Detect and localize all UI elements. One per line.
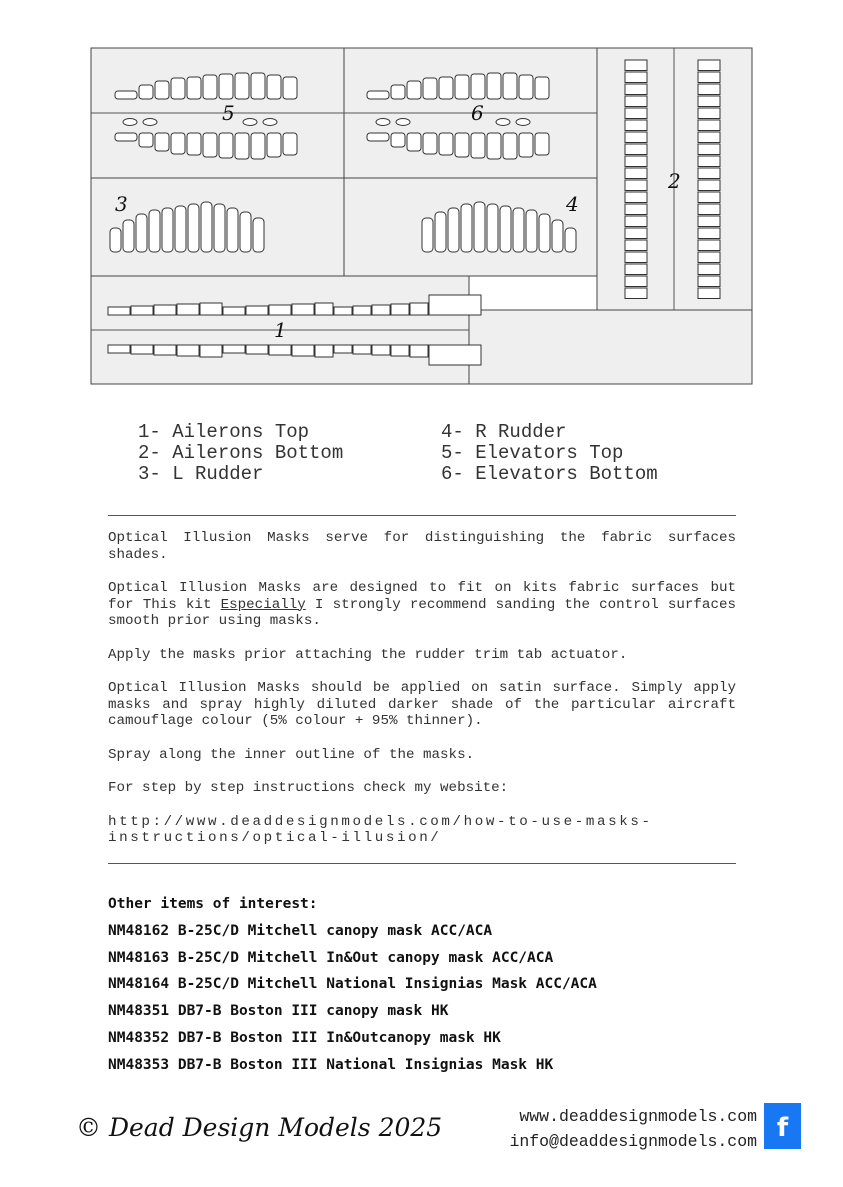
mask-outline-shape — [136, 214, 147, 252]
mask-outline-shape — [175, 206, 186, 252]
mask-outline-shape — [115, 91, 137, 99]
mask-outline-shape — [698, 180, 720, 191]
mask-outline-shape — [487, 73, 501, 99]
mask-panel-empty — [469, 310, 752, 384]
mask-outline-shape — [131, 345, 153, 354]
mask-outline-shape — [429, 345, 481, 365]
mask-outline-shape — [698, 240, 720, 251]
legend-item: 3- L Rudder — [138, 463, 264, 485]
mask-outline-shape — [471, 133, 485, 158]
mask-outline-shape — [516, 119, 530, 126]
mask-outline-shape — [698, 192, 720, 203]
mask-outline-shape — [625, 84, 647, 95]
mask-outline-shape — [471, 74, 485, 99]
mask-outline-shape — [292, 345, 314, 356]
legend-item: 6- Elevators Bottom — [441, 463, 658, 485]
mask-outline-shape — [334, 345, 352, 353]
mask-outline-shape — [243, 119, 257, 126]
mask-outline-shape — [372, 345, 390, 355]
mask-outline-shape — [123, 220, 134, 252]
mask-outline-shape — [334, 307, 352, 315]
legend-column-right — [441, 422, 658, 485]
mask-outline-shape — [625, 72, 647, 83]
mask-outline-shape — [698, 72, 720, 83]
product-item: NM48353 DB7-B Boston III National Insignias Mask HK — [108, 1056, 554, 1073]
mask-outline-shape — [455, 75, 469, 99]
mask-outline-shape — [115, 133, 137, 141]
mask-outline-shape — [698, 96, 720, 107]
mask-outline-shape — [698, 204, 720, 215]
website-url[interactable]: www.deaddesignmodels.com — [519, 1107, 757, 1126]
mask-outline-shape — [698, 252, 720, 263]
legend-column-left — [138, 422, 343, 485]
mask-outline-shape — [625, 168, 647, 179]
mask-outline-shape — [131, 306, 153, 315]
mask-outline-shape — [246, 345, 268, 354]
instruction-paragraph: Optical Illusion Masks should be applied on satin surface. Simply apply masks and spray highly diluted darker shade of the particular aircraft camouflage colour (5% colour + 95% thinner). — [108, 680, 736, 729]
mask-outline-shape — [203, 133, 217, 157]
mask-outline-shape — [149, 210, 160, 252]
mask-outline-shape — [422, 218, 433, 252]
mask-outline-shape — [625, 132, 647, 143]
mask-outline-shape — [162, 208, 173, 252]
mask-outline-shape — [391, 345, 409, 356]
mask-outline-shape — [203, 75, 217, 99]
website-link[interactable]: http://www.deaddesignmodels.com/how-to-use-masks-instructions/optical-illusion/ — [108, 813, 653, 846]
mask-outline-shape — [423, 133, 437, 154]
mask-outline-shape — [240, 212, 251, 252]
mask-outline-shape — [526, 210, 537, 252]
mask-outline-shape — [513, 208, 524, 252]
mask-outline-shape — [267, 133, 281, 157]
mask-outline-shape — [235, 73, 249, 99]
instruction-paragraph: Optical Illusion Masks are designed to fit on kits fabric surfaces but for This kit Especially I strongly recommend sanding the control surfaces smooth prior using masks. — [108, 580, 736, 629]
mask-outline-shape — [143, 119, 157, 126]
mask-outline-shape — [269, 305, 291, 315]
mask-outline-shape — [455, 133, 469, 157]
mask-outline-shape — [108, 345, 130, 353]
mask-outline-shape — [698, 144, 720, 155]
mask-outline-shape — [435, 212, 446, 252]
diagram-label-6: 6 — [471, 101, 484, 125]
instruction-paragraph: For step by step instructions check my website: — [108, 780, 509, 796]
diagram-label-1: 1 — [274, 318, 287, 342]
mask-outline-shape — [496, 119, 510, 126]
mask-outline-shape — [625, 96, 647, 107]
mask-outline-shape — [625, 264, 647, 275]
mask-outline-shape — [429, 295, 481, 315]
mask-outline-shape — [223, 345, 245, 353]
mask-outline-shape — [200, 303, 222, 315]
mask-outline-shape — [407, 133, 421, 151]
legend-item: 1- Ailerons Top — [138, 421, 310, 443]
product-item: NM48163 B-25C/D Mitchell In&Out canopy mask ACC/ACA — [108, 949, 554, 966]
mask-outline-shape — [698, 84, 720, 95]
mask-outline-shape — [535, 77, 549, 99]
email-address[interactable]: info@deaddesignmodels.com — [509, 1132, 757, 1151]
mask-outline-shape — [235, 133, 249, 159]
mask-outline-shape — [503, 73, 517, 99]
mask-outline-shape — [214, 204, 225, 252]
mask-outline-shape — [423, 78, 437, 99]
mask-outline-shape — [461, 204, 472, 252]
other-items-heading: Other items of interest: — [108, 896, 318, 912]
mask-outline-shape — [487, 133, 501, 159]
mask-outline-shape — [625, 228, 647, 239]
mask-outline-shape — [439, 77, 453, 99]
legend-item: 2- Ailerons Bottom — [138, 442, 344, 464]
mask-outline-shape — [448, 208, 459, 252]
mask-outline-shape — [698, 228, 720, 239]
mask-outline-shape — [353, 306, 371, 315]
mask-outline-shape — [246, 306, 268, 315]
mask-outline-shape — [625, 288, 647, 299]
mask-outline-shape — [171, 78, 185, 99]
mask-outline-shape — [110, 228, 121, 252]
mask-outline-shape — [353, 345, 371, 354]
mask-outline-shape — [500, 206, 511, 252]
mask-outline-shape — [267, 75, 281, 99]
mask-outline-shape — [474, 202, 485, 252]
mask-outline-shape — [283, 77, 297, 99]
facebook-icon[interactable]: f — [764, 1103, 801, 1149]
mask-outline-shape — [698, 276, 720, 287]
diagram-label-2: 2 — [668, 169, 681, 193]
mask-outline-shape — [269, 345, 291, 355]
product-item: NM48352 DB7-B Boston III In&Outcanopy mask HK — [108, 1029, 501, 1046]
emphasis-text: Especially — [220, 596, 306, 613]
instruction-paragraph: Apply the masks prior attaching the rudder trim tab actuator. — [108, 646, 628, 663]
mask-outline-shape — [372, 305, 390, 315]
mask-outline-shape — [698, 60, 720, 71]
legend-item: 4- R Rudder — [441, 421, 567, 443]
mask-outline-shape — [625, 252, 647, 263]
mask-outline-shape — [223, 307, 245, 315]
mask-outline-shape — [315, 345, 333, 357]
mask-outline-shape — [201, 202, 212, 252]
mask-outline-shape — [539, 214, 550, 252]
divider-top — [108, 515, 736, 516]
mask-outline-shape — [283, 133, 297, 155]
diagram-label-5: 5 — [222, 101, 235, 125]
mask-outline-shape — [407, 81, 421, 99]
mask-outline-shape — [292, 304, 314, 315]
mask-outline-shape — [698, 264, 720, 275]
mask-outline-shape — [410, 303, 428, 315]
mask-outline-shape — [367, 133, 389, 141]
mask-outline-shape — [396, 119, 410, 126]
mask-outline-shape — [698, 288, 720, 299]
mask-outline-shape — [219, 133, 233, 158]
product-item: NM48351 DB7-B Boston III canopy mask HK — [108, 1003, 449, 1020]
mask-outline-shape — [625, 180, 647, 191]
mask-outline-shape — [251, 133, 265, 159]
mask-outline-shape — [139, 85, 153, 99]
mask-outline-shape — [391, 85, 405, 99]
mask-outline-shape — [154, 345, 176, 355]
mask-outline-shape — [200, 345, 222, 357]
mask-outline-shape — [108, 307, 130, 315]
mask-outline-shape — [155, 81, 169, 99]
mask-outline-shape — [171, 133, 185, 154]
mask-outline-shape — [503, 133, 517, 159]
mask-outline-shape — [219, 74, 233, 99]
copyright-text: © Dead Design Models 2025 — [76, 1113, 443, 1142]
mask-outline-shape — [376, 119, 390, 126]
mask-outline-shape — [698, 120, 720, 131]
mask-outline-shape — [263, 119, 277, 126]
mask-outline-shape — [625, 240, 647, 251]
instruction-paragraph: Spray along the inner outline of the masks. — [108, 746, 475, 763]
mask-outline-shape — [698, 156, 720, 167]
mask-outline-shape — [410, 345, 428, 357]
mask-outline-shape — [625, 276, 647, 287]
mask-outline-shape — [139, 133, 153, 147]
mask-outline-shape — [565, 228, 576, 252]
mask-outline-shape — [625, 120, 647, 131]
legend-item: 5- Elevators Top — [441, 442, 624, 464]
mask-sheet-diagram — [0, 0, 843, 395]
mask-outline-shape — [519, 75, 533, 99]
mask-outline-shape — [625, 60, 647, 71]
mask-outline-shape — [698, 216, 720, 227]
mask-outline-shape — [315, 303, 333, 315]
product-item: NM48162 B-25C/D Mitchell canopy mask ACC/ACA — [108, 922, 493, 939]
mask-outline-shape — [625, 108, 647, 119]
mask-outline-shape — [188, 204, 199, 252]
mask-outline-shape — [625, 216, 647, 227]
mask-outline-shape — [177, 345, 199, 356]
instructions — [108, 530, 736, 864]
mask-outline-shape — [155, 133, 169, 151]
mask-outline-shape — [154, 305, 176, 315]
mask-outline-shape — [123, 119, 137, 126]
mask-outline-shape — [535, 133, 549, 155]
mask-outline-shape — [625, 204, 647, 215]
other-items — [108, 896, 597, 1084]
mask-outline-shape — [251, 73, 265, 99]
mask-outline-shape — [367, 91, 389, 99]
mask-outline-shape — [698, 168, 720, 179]
divider-bottom — [108, 863, 736, 864]
mask-outline-shape — [698, 132, 720, 143]
mask-outline-shape — [253, 218, 264, 252]
mask-outline-shape — [187, 133, 201, 155]
mask-outline-shape — [519, 133, 533, 157]
mask-outline-shape — [698, 108, 720, 119]
mask-outline-shape — [625, 192, 647, 203]
mask-outline-shape — [439, 133, 453, 155]
mask-outline-shape — [487, 204, 498, 252]
mask-outline-shape — [227, 208, 238, 252]
mask-outline-shape — [177, 304, 199, 315]
mask-outline-shape — [625, 156, 647, 167]
diagram-label-3: 3 — [115, 192, 128, 216]
mask-outline-shape — [187, 77, 201, 99]
mask-outline-shape — [391, 133, 405, 147]
diagram-label-4: 4 — [566, 192, 579, 216]
contact-info — [509, 1104, 757, 1154]
mask-outline-shape — [625, 144, 647, 155]
instruction-paragraph: Optical Illusion Masks serve for distinguishing the fabric surfaces shades. — [108, 530, 736, 563]
mask-outline-shape — [552, 220, 563, 252]
product-item: NM48164 B-25C/D Mitchell National Insignias Mask ACC/ACA — [108, 976, 597, 993]
mask-outline-shape — [391, 304, 409, 315]
